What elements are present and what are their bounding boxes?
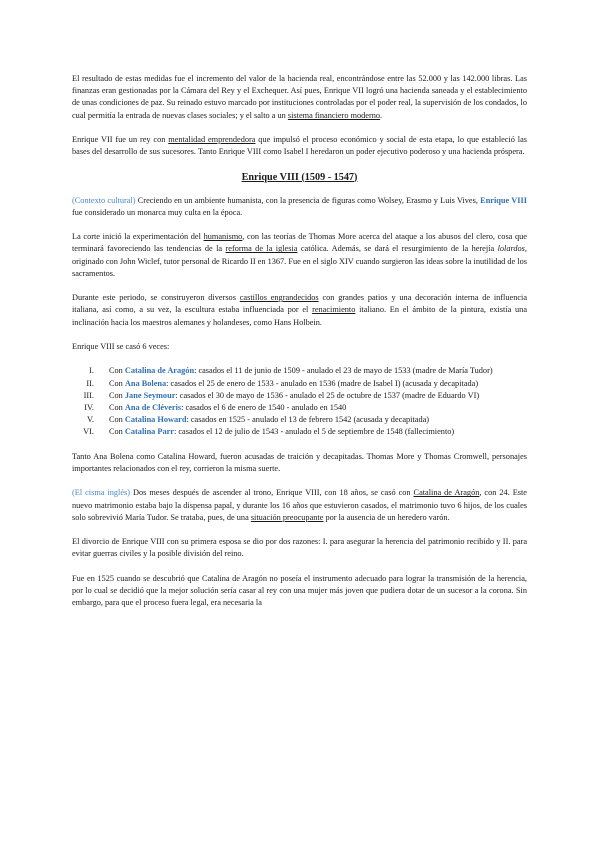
list-numeral: I. [89,366,94,376]
wife-name: Ana Bolena [124,378,167,388]
paragraph-architecture: Durante este periodo, se construyeron diversos castillos engrandecidos con grandes patios y una decoración interna de influencia italiana, así como, a su vez, la escultura estaba influenciada por el renacimiento italiano. En el ámbito de la pintura, existía una inclinación hacia los maestros alemanes y holandeses, como Hans Holbein. [72,293,528,327]
list-numeral: II. [86,378,94,388]
wives-list [72,365,527,438]
link-worrying-situation[interactable]: situación preocupante [250,512,324,522]
list-numeral: IV. [84,402,94,412]
list-numeral: VI. [83,427,94,437]
link-church-reform[interactable]: reforma de la iglesia [225,244,298,254]
list-item: V. Con Catalina Howard: casados en 1525 - anulado el 13 de febrero 1542 (acusada y decapitada) [72,414,527,426]
list-item: II. Con Ana Bolena: casados el 25 de enero de 1533 - anulado en 1536 (madre de Isabel I) (acusada y decapitada) [72,378,527,390]
list-item: III. Con Jane Seymour: casados el 30 de mayo de 1536 - anulado el 25 de octubre de 1537 (madre de Eduardo VI) [72,390,527,402]
paragraph-english-schism: (El cisma inglés) Dos meses después de ascender al trono, Enrique VIII, con 18 años, se casó con Catalina de Aragón, con 24. Este nuevo matrimonio estaba bajo la dispensa papal, y durante los 16 años que estuvieron casados, el matrimonio tuvo 6 hijos, de los cuales solo sobrevivió María Tudor. Se trataba, pues, de una situación preocupante por la ausencia de un heredero varón. [72,488,527,522]
list-numeral: III. [83,390,94,400]
paragraph-divorce-reasons: El divorcio de Enrique VIII con su primera esposa se dio por dos razones: I. para asegurar la herencia del patrimonio recibido y II. para evitar guerras civiles y la posible división del reino. [72,537,527,559]
wife-name: Jane Seymour [124,390,176,400]
list-item: IV. Con Ana de Cléveris: casados el 6 de enero de 1540 - anulado en 1540 [72,402,527,414]
list-numeral: V. [87,415,94,425]
link-humanism[interactable]: humanismo [203,232,243,242]
document-body [72,73,527,609]
wife-name: Catalina de Aragón [124,366,195,376]
tag-cultural-context: (Contexto cultural) [72,195,136,205]
term-lolardos: lolardos [497,244,525,254]
paragraph-entrepreneur: Enrique VII fue un rey con mentalidad emprendedora que impulsó el proceso económico y social de esta etapa, lo que estableció las bases del desarrollo de sus sucesores. Tanto Enrique VIII como Isabel I heredaron un poder ejecutivo poderoso y una hacienda próspera. [72,135,528,157]
tag-english-schism: (El cisma inglés) [72,488,131,498]
paragraph-humanism: La corte inició la experimentación del humanismo, con las teorías de Thomas More acerca del ataque a los abusos del clero, cosa que terminará favoreciendo las tendencias de la reforma de la iglesia católica. Además, se dará el resurgimiento de la herejía lolardos, originado con John Wiclef, tutor personal de Ricardo II en 1367. Fue en el siglo XIV cuando surgieron las ideas sobre la inutilidad de los sacramentos. [72,232,527,278]
link-entrepreneurial-mentality[interactable]: mentalidad emprendedora [168,135,256,144]
link-financial-system[interactable]: sistema financiero moderno [287,110,381,120]
paragraph-cultural-context: (Contexto cultural) Creciendo en un ambiente humanista, con la presencia de figuras como Wolsey, Erasmo y Luis Vives, Enrique VIII fue considerado un monarca muy culta en la época. [72,195,527,217]
paragraph-marriages-intro: Enrique VIII se casó 6 veces: [72,341,170,351]
wife-name: Catalina Parr [124,427,174,437]
wife-name: Ana de Cléveris [124,402,182,412]
list-item: I. Con Catalina de Aragón: casados el 11 de junio de 1509 - anulado el 23 de mayo de 1533 (madre de María Tudor) [72,365,527,377]
paragraph-finances: El resultado de estas medidas fue el incremento del valor de la hacienda real, encontrándose entre las 52.000 y las 142.000 libras. Las finanzas eran gestionadas por la Cámara del Rey y el Exchequer. Así pues, Enrique VII logró una hacienda saneada y el establecimiento de unas condiciones de paz. Su reinado estuvo marcado por instituciones controladas por el poder real, la supervisión de los condados, lo cual permitía la entrada de nuevas clases sociales; y el salto a un sistema financiero moderno. [72,74,527,120]
link-catalina-de-aragon[interactable]: Catalina de Aragón [413,488,480,498]
list-item: VI. Con Catalina Parr: casados el 12 de julio de 1543 - anulado el 5 de septiembre de 1548 (fallecimiento) [72,426,527,438]
link-castles[interactable]: castillos engrandecidos [239,293,319,303]
name-enrique-viii: Enrique VIII [480,195,527,205]
paragraph-executions: Tanto Ana Bolena como Catalina Howard, fueron acusadas de traición y decapitadas. Thomas More y Thomas Cromwell, personajes importantes relacionados con el rey, corrieron la misma suerte. [72,451,527,473]
paragraph-succession: Fue en 1525 cuando se descubrió que Catalina de Aragón no poseía el instrumento adecuado para lograr la transmisión de la herencia, por lo cual se decidió que la mejor solución sería casar al rey con una mujer más joven que pudiera dotar de un sucesor a la corona. Sin embargo, para que el proceso fuera legal, era necesaria la [72,573,527,608]
wife-name: Catalina Howard [124,415,187,425]
section-heading: Enrique VIII (1509 - 1547) [241,171,358,183]
link-renaissance[interactable]: renacimiento [312,305,356,315]
